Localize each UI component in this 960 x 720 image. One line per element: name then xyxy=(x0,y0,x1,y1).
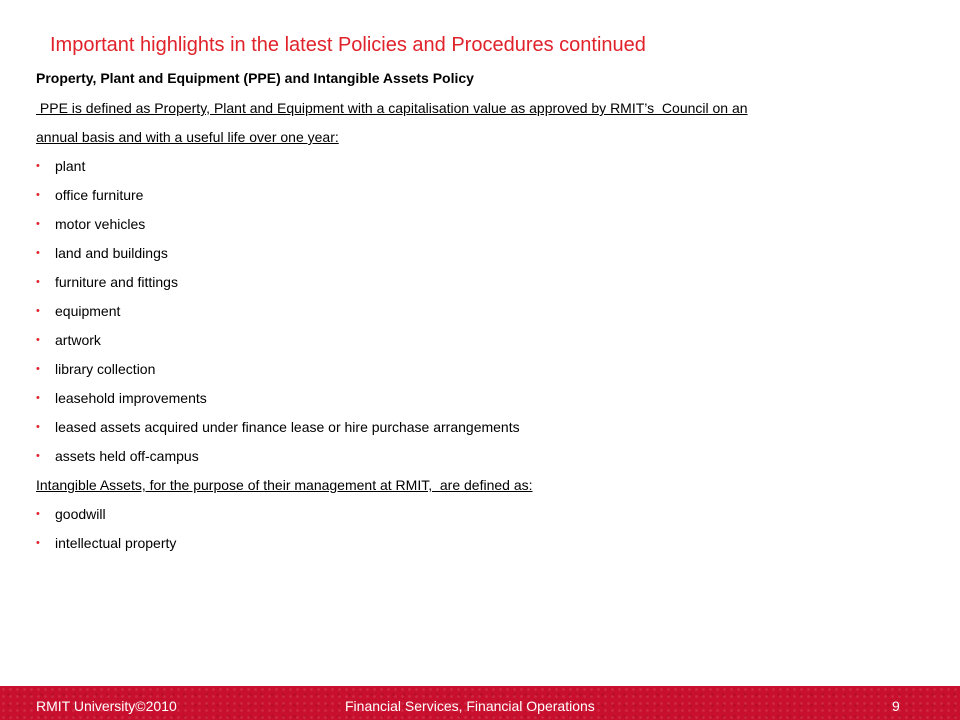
bullet-icon: • xyxy=(36,450,40,462)
list-item: • furniture and fittings xyxy=(36,268,936,297)
list-item: • motor vehicles xyxy=(36,210,936,239)
list-item: • leased assets acquired under finance lease or hire purchase arrangements xyxy=(36,413,936,442)
ppe-definition xyxy=(36,94,936,152)
list-item: • office furniture xyxy=(36,181,936,210)
list-item: • intellectual property xyxy=(36,529,936,558)
list-item: • leasehold improvements xyxy=(36,384,936,413)
bullet-icon: • xyxy=(36,392,40,404)
footer-bar xyxy=(0,686,960,720)
bullet-icon: • xyxy=(36,421,40,433)
bullet-icon: • xyxy=(36,189,40,201)
list-item: • goodwill xyxy=(36,500,936,529)
ppe-definition-line-2: annual basis and with a useful life over one year: xyxy=(36,129,339,145)
bullet-icon: • xyxy=(36,334,40,346)
ppe-definition-line-1: PPE is defined as Property, Plant and Equipment with a capitalisation value as approved by RMIT’s Council on an xyxy=(36,100,748,116)
bullet-icon: • xyxy=(36,363,40,375)
list-item: • land and buildings xyxy=(36,239,936,268)
list-item: • assets held off-campus xyxy=(36,442,936,471)
bullet-icon: • xyxy=(36,305,40,317)
list-item: • plant xyxy=(36,152,936,181)
intangible-definition: Intangible Assets, for the purpose of their management at RMIT, are defined as: xyxy=(36,477,533,493)
list-item: • library collection xyxy=(36,355,936,384)
footer-copyright: RMIT University©2010 xyxy=(36,698,177,714)
list-item: • artwork xyxy=(36,326,936,355)
list-item: • equipment xyxy=(36,297,936,326)
bullet-icon: • xyxy=(36,508,40,520)
bullet-icon: • xyxy=(36,276,40,288)
bullet-icon: • xyxy=(36,218,40,230)
bullet-icon: • xyxy=(36,247,40,259)
bullet-icon: • xyxy=(36,160,40,172)
slide-title: Important highlights in the latest Policies and Procedures continued xyxy=(50,34,646,56)
bullet-icon: • xyxy=(36,537,40,549)
slide-subtitle: Property, Plant and Equipment (PPE) and Intangible Assets Policy xyxy=(36,70,474,86)
slide-content xyxy=(36,94,936,558)
ppe-items-list xyxy=(36,152,936,471)
footer-department: Financial Services, Financial Operations xyxy=(345,698,595,714)
page-number: 9 xyxy=(892,698,900,714)
intangible-items-list xyxy=(36,500,936,558)
